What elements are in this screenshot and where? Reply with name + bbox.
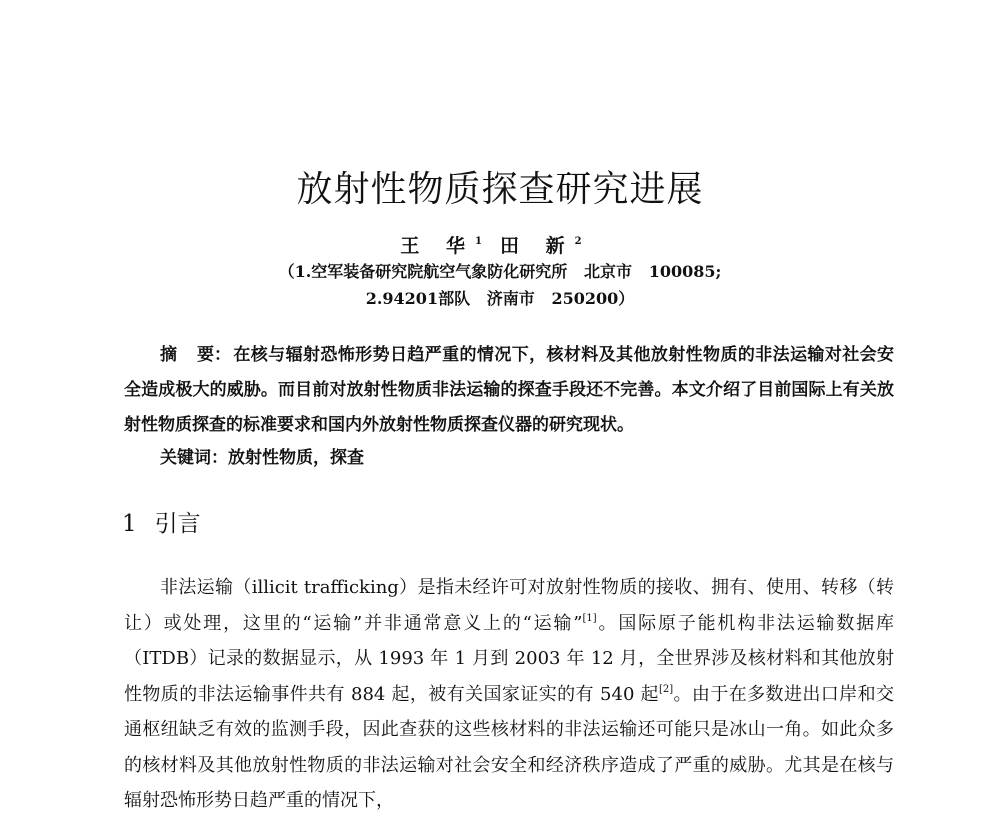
abstract-text: 在核与辐射恐怖形势日趋严重的情况下，核材料及其他放射性物质的非法运输对社会安全造成极大的威胁。而目前对放射性物质非法运输的探查手段还不完善。本文介绍了目前国际上有关放射性物质探查的标准要求和国内外放射性物质探查仪器的研究现状。 [124,345,894,435]
keywords-label: 关键词： [160,448,228,468]
section-title: 引言 [154,511,201,537]
paragraph [124,570,894,819]
abstract-label-char: 摘 [160,345,177,365]
abstract-label [124,338,231,373]
author-name: 王 华 [400,235,476,257]
citation: [1] [582,612,597,624]
affiliation-line-2: 2.94201部队 济南市 250200） [365,289,635,308]
sentence: 非法运输（illicit trafficking）是指未经许可对放射性物质的接收、拥有、使用、转移（转让）或处理，这里的“运输”并非通常意义上的“运输” [124,577,894,634]
affiliation-line-1: （1.空军装备研究院航空气象防化研究所 北京市 100085; [278,262,722,281]
body-text [124,570,894,819]
section-number: 1 [122,511,137,537]
section-heading [122,508,201,540]
author-name: 田 新 [500,235,575,257]
keywords-text: 放射性物质，探查 [228,448,364,468]
author-line [0,228,1000,260]
sentence: 。国际原子能机构非法运输数据库（ITDB）记录的数据显示，从 1993 年 1 月到 2003 年 12 月，全世界涉及核材料和其他放射性物质的非法运输事件共有 884 起，被有关国家证实的有 540 起 [124,612,894,705]
author-affiliation-mark: 1 [475,236,482,247]
author-affiliation-mark: 2 [574,236,582,247]
sentence: 。由于在多数进出口岸和交通枢纽缺乏有效的监测手段，因此查获的这些核材料的非法运输还可能只是冰山一角。如此众多的核材料及其他放射性物质的非法运输对社会安全和经济秩序造成了严重的威胁。尤其是在核与辐射恐怖形势日趋严重的情况下， [124,683,894,811]
paper-title: 放射性物质探查研究进展 [296,169,704,210]
abstract-label-char: 要： [197,345,231,365]
abstract [124,338,894,443]
keywords [160,441,364,476]
citation: [2] [658,683,674,695]
